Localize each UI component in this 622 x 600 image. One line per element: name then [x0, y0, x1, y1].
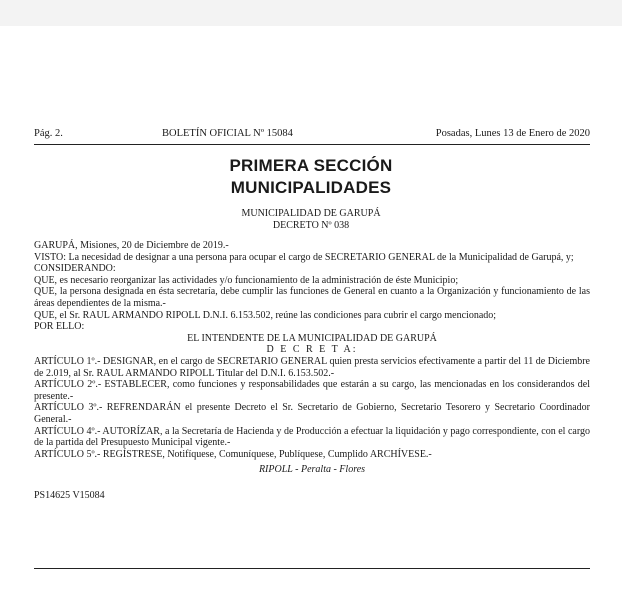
- por-ello: POR ELLO:: [34, 321, 85, 333]
- que-paragraph-2: QUE, la persona designada en ésta secretaría, debe cumplir las funciones de General en cuanto a la Organización y funcionamiento de las áreas dependientes de la misma.-: [34, 286, 590, 309]
- decree-number: DECRETO Nº 038: [272, 220, 350, 231]
- bulletin-title: BOLETÍN OFICIAL Nº 15084: [162, 128, 293, 139]
- article-4: ARTÍCULO 4º.- AUTORÍZAR, a la Secretaría de Hacienda y de Producción a efectuar la liquidación y pago correspondiente, con el cargo de la partida del Presupuesto Municipal vigente.-: [34, 425, 590, 449]
- municipality-heading: MUNICIPALIDAD DE GARUPÁ: [241, 208, 381, 219]
- decreta-heading: D E C R E T A:: [266, 344, 358, 356]
- que-paragraph-1: QUE, es necesario reorganizar las actividades y/o funcionamiento de la administración de éste Municipio;: [34, 274, 459, 286]
- section-title: PRIMERA SECCIÓN: [229, 156, 393, 175]
- browser-top-bar: [0, 0, 622, 27]
- article-2: ARTÍCULO 2º.- ESTABLECER, como funciones y responsabilidades que estarán a su cargo, las mencionadas en los considerandos del presente.-: [34, 379, 590, 402]
- que-paragraph-3: QUE, el Sr. RAUL ARMANDO RIPOLL D.N.I. 6.153.502, reúne las condiciones para cubrir el cargo mencionado;: [34, 309, 497, 321]
- date-line: GARUPÁ, Misiones, 20 de Diciembre de 2019.-: [34, 240, 229, 251]
- bulletin-header: [34, 128, 590, 139]
- article-5: ARTÍCULO 5º.- REGÍSTRESE, Notifíquese, Comuníquese, Publíquese, Cumplido ARCHÍVESE.-: [34, 448, 432, 460]
- place-date: Posadas, Lunes 13 de Enero de 2020: [435, 128, 590, 139]
- signatures: RIPOLL - Peralta - Flores: [258, 464, 366, 476]
- article-3: ARTÍCULO 3º.- REFRENDARÁN el presente Decreto el Sr. Secretario de Gobierno, Secretario Tesorero y Secretario Coordinador General.-: [34, 402, 590, 425]
- intendente-heading: EL INTENDENTE DE LA MUNICIPALIDAD DE GARUPÁ: [187, 332, 437, 344]
- footer-rule: [34, 568, 590, 569]
- considerando-heading: CONSIDERANDO:: [34, 263, 116, 275]
- header-rule: [34, 144, 590, 145]
- article-1: ARTÍCULO 1º.- DESIGNAR, en el cargo de SECRETARIO GENERAL quien presta servicios efectivamente a partir del 11 de Diciembre de 2.019, al Sr. RAUL ARMANDO RIPOLL Titular del D.N.I. 6.153.502.-: [34, 355, 590, 379]
- page-number: Pág. 2.: [34, 128, 63, 139]
- visto-paragraph: VISTO: La necesidad de designar a una persona para ocupar el cargo de SECRETARIO GENERAL de la Municipalidad de Garupá, y;: [34, 251, 574, 263]
- publication-code: PS14625 V15084: [34, 489, 105, 501]
- decree-body: [34, 240, 590, 501]
- section-subtitle: MUNICIPALIDADES: [230, 178, 392, 197]
